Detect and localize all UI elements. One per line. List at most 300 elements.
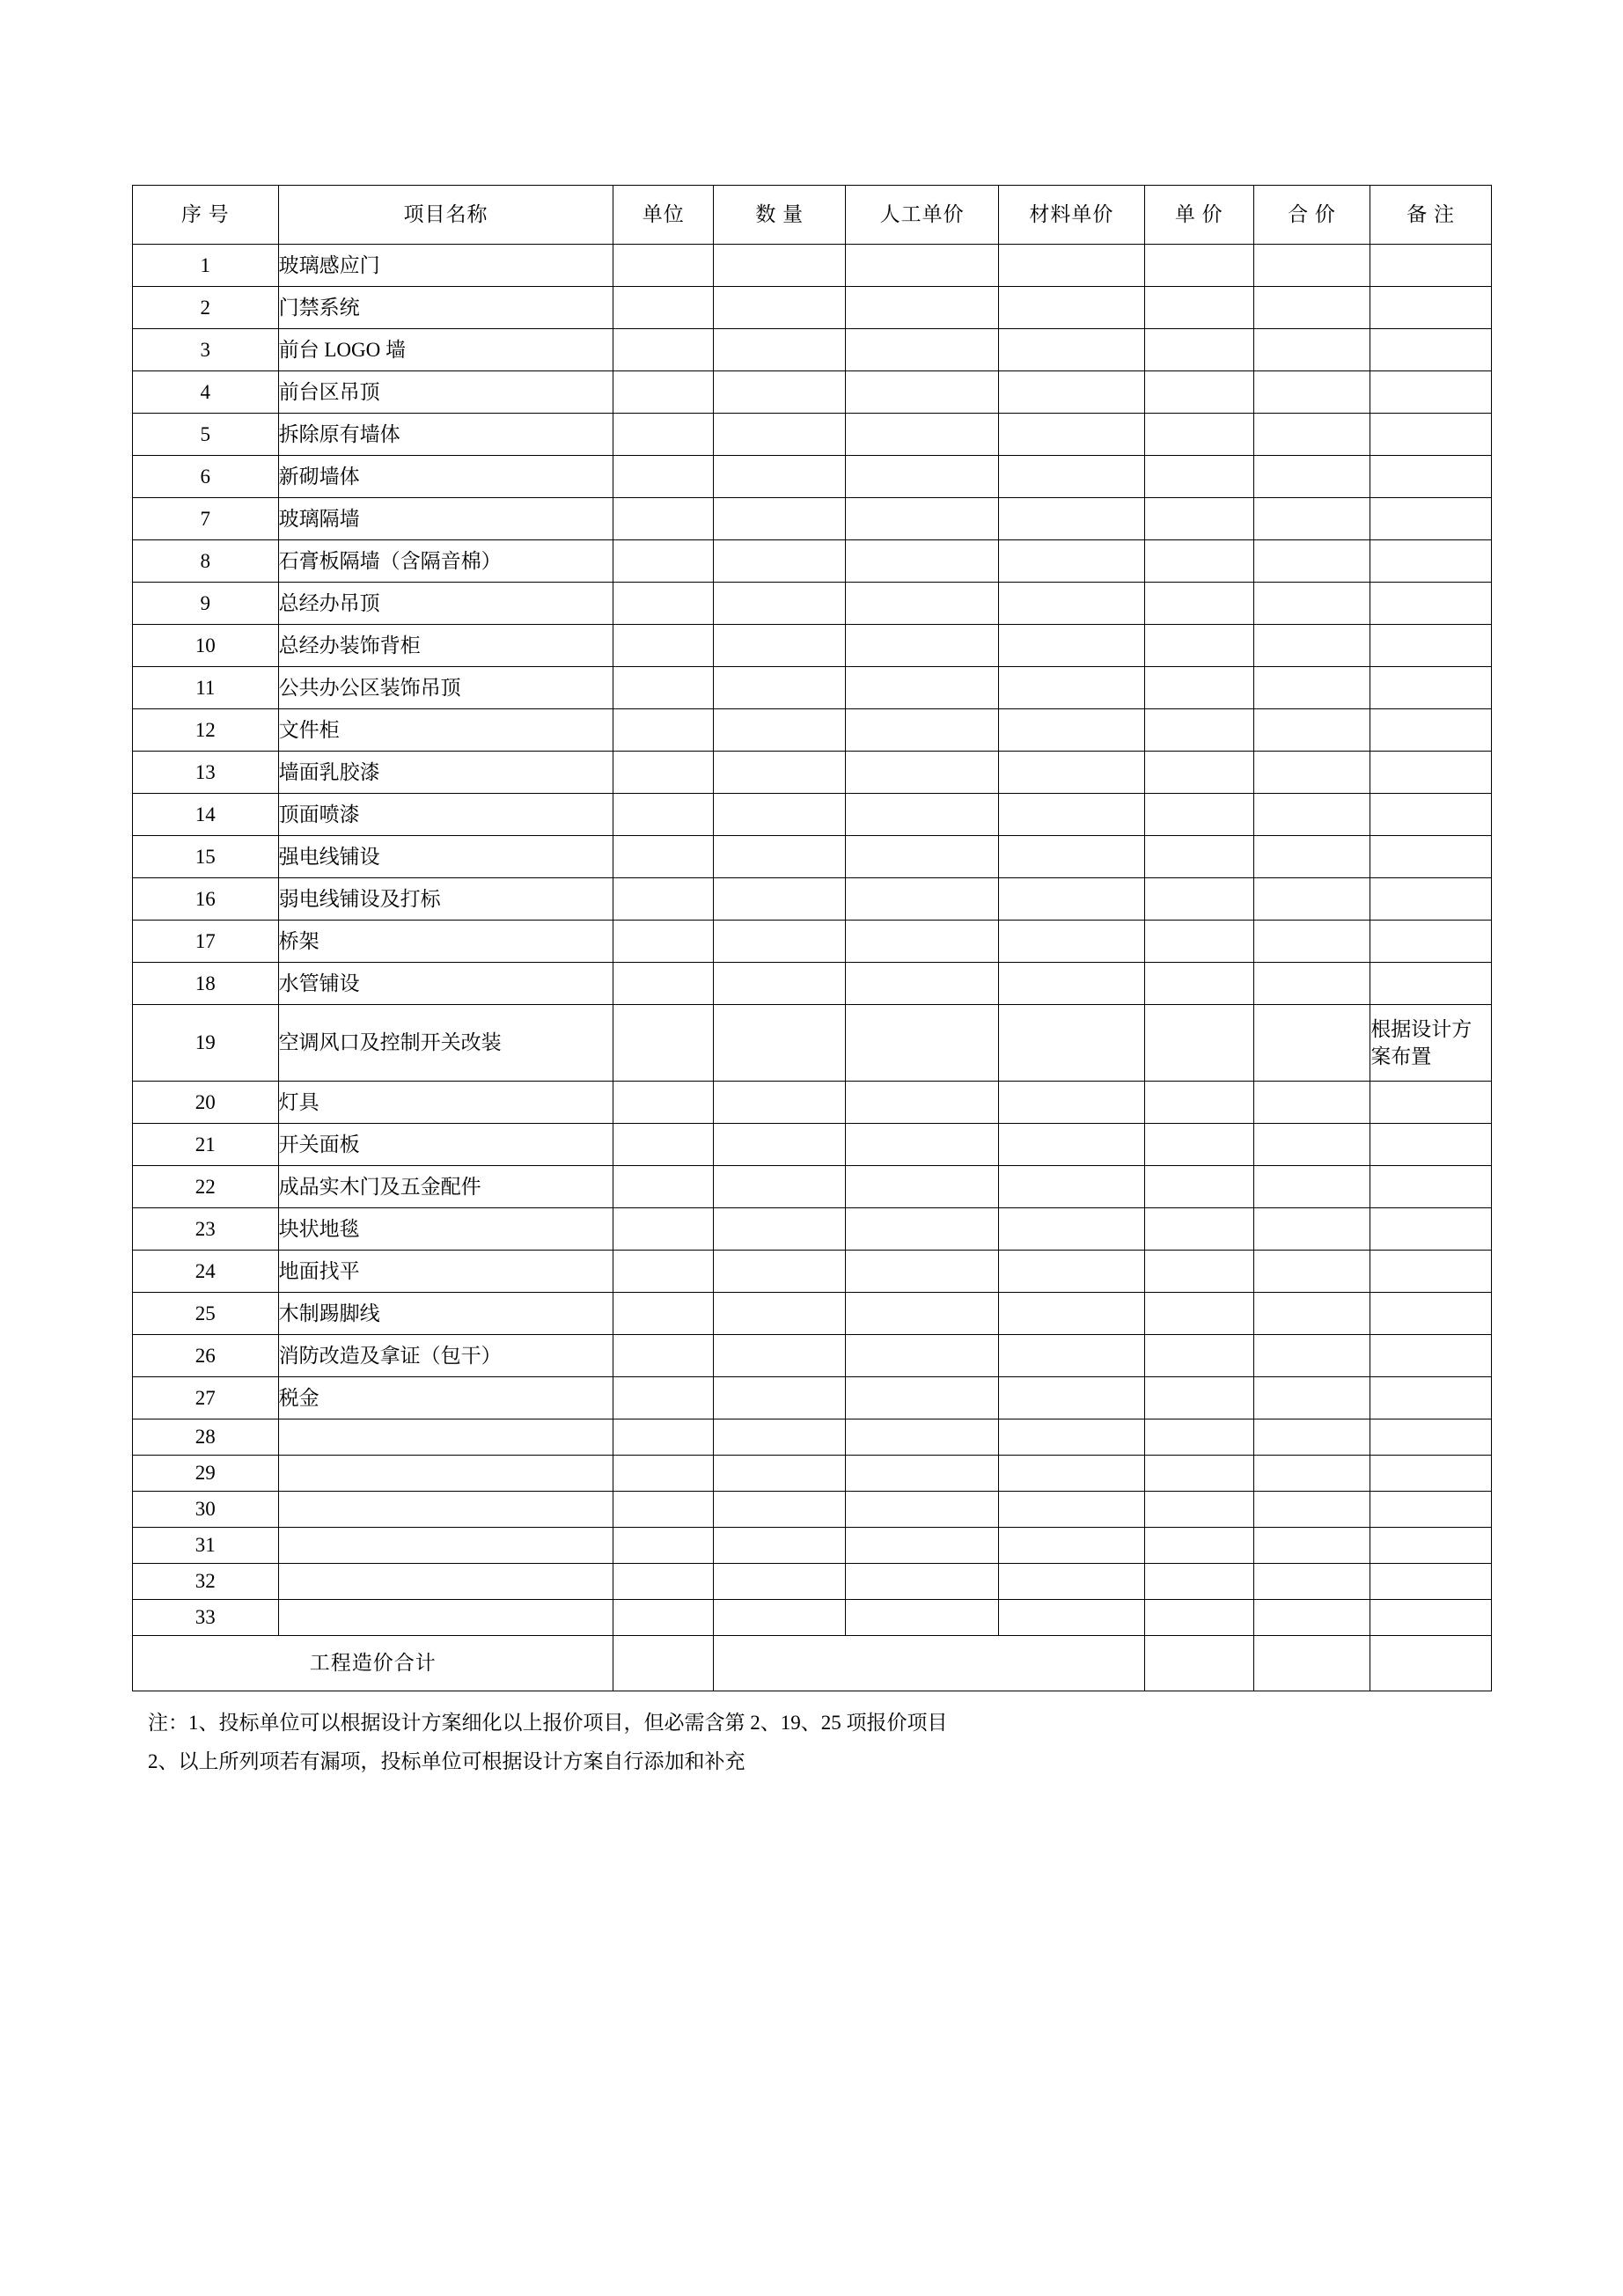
cell-qty	[714, 963, 846, 1005]
cell-material	[999, 1564, 1145, 1600]
cell-amount	[1253, 1377, 1370, 1419]
cell-qty	[714, 1082, 846, 1124]
cell-name: 灯具	[278, 1082, 613, 1124]
table-row	[133, 540, 1492, 583]
cell-price	[1144, 752, 1253, 794]
cell-remark	[1370, 625, 1492, 667]
cell-qty	[714, 456, 846, 498]
cell-price	[1144, 1377, 1253, 1419]
cell-material	[999, 1124, 1145, 1166]
cell-amount	[1253, 329, 1370, 371]
cell-amount	[1253, 1005, 1370, 1082]
cell-price	[1144, 1492, 1253, 1528]
cell-unit	[613, 1166, 714, 1208]
cell-amount	[1253, 709, 1370, 752]
cell-amount	[1253, 498, 1370, 540]
table-header	[133, 186, 1492, 245]
cell-remark	[1370, 329, 1492, 371]
table-row	[133, 583, 1492, 625]
cell-qty	[714, 329, 846, 371]
table-row	[133, 836, 1492, 878]
table-row	[133, 1166, 1492, 1208]
cell-remark: 根据设计方案布置	[1370, 1005, 1492, 1082]
cell-unit	[613, 625, 714, 667]
cell-labor	[846, 1293, 999, 1335]
cell-amount	[1253, 752, 1370, 794]
cell-labor	[846, 1251, 999, 1293]
cell-no: 16	[133, 878, 279, 921]
cell-material	[999, 1251, 1145, 1293]
table-row	[133, 625, 1492, 667]
cell-remark	[1370, 456, 1492, 498]
cell-amount	[1253, 878, 1370, 921]
table-row	[133, 414, 1492, 456]
cell-amount	[1253, 287, 1370, 329]
cell-remark	[1370, 1082, 1492, 1124]
table-row	[133, 667, 1492, 709]
cell-price	[1144, 1293, 1253, 1335]
cell-no: 11	[133, 667, 279, 709]
cell-name: 强电线铺设	[278, 836, 613, 878]
cell-no: 24	[133, 1251, 279, 1293]
cell-qty	[714, 583, 846, 625]
cell-no: 3	[133, 329, 279, 371]
table-row	[133, 1082, 1492, 1124]
cell-labor	[846, 456, 999, 498]
cell-material	[999, 1377, 1145, 1419]
cell-no: 2	[133, 287, 279, 329]
cell-unit	[613, 1528, 714, 1564]
cell-remark	[1370, 1600, 1492, 1636]
cell-no: 9	[133, 583, 279, 625]
table-row	[133, 456, 1492, 498]
cell-unit	[613, 245, 714, 287]
cell-name: 消防改造及拿证（包干）	[278, 1335, 613, 1377]
cell-price	[1144, 1564, 1253, 1600]
cell-material	[999, 667, 1145, 709]
cell-price	[1144, 921, 1253, 963]
cell-remark	[1370, 1124, 1492, 1166]
cell-no: 21	[133, 1124, 279, 1166]
cell-amount	[1253, 625, 1370, 667]
table-row	[133, 878, 1492, 921]
cell-no: 14	[133, 794, 279, 836]
cell-remark	[1370, 709, 1492, 752]
cell-qty	[714, 1293, 846, 1335]
cell-labor	[846, 1335, 999, 1377]
cell-qty	[714, 709, 846, 752]
cell-remark	[1370, 414, 1492, 456]
cell-amount	[1253, 1600, 1370, 1636]
cell-price	[1144, 1456, 1253, 1492]
cell-name: 前台区吊顶	[278, 371, 613, 414]
note-line-1: 注：1、投标单位可以根据设计方案细化以上报价项目，但必需含第 2、19、25 项报价项目	[148, 1712, 948, 1734]
cell-qty	[714, 1335, 846, 1377]
cell-unit	[613, 921, 714, 963]
cell-name: 开关面板	[278, 1124, 613, 1166]
cell-unit	[613, 963, 714, 1005]
cell-labor	[846, 414, 999, 456]
cell-name: 桥架	[278, 921, 613, 963]
cell-remark	[1370, 1335, 1492, 1377]
cell-name: 门禁系统	[278, 287, 613, 329]
cell-labor	[846, 329, 999, 371]
cell-price	[1144, 329, 1253, 371]
cell-no: 1	[133, 245, 279, 287]
cell-unit	[613, 1124, 714, 1166]
cell-remark	[1370, 921, 1492, 963]
cell-labor	[846, 1564, 999, 1600]
cell-labor	[846, 1419, 999, 1456]
cell-price	[1144, 1005, 1253, 1082]
cell-remark	[1370, 1564, 1492, 1600]
cell-labor	[846, 752, 999, 794]
cell-labor	[846, 1600, 999, 1636]
note-line-2: 2、以上所列项若有漏项，投标单位可根据设计方案自行添加和补充	[148, 1750, 745, 1772]
cell-material	[999, 583, 1145, 625]
cell-unit	[613, 1419, 714, 1456]
cell-price	[1144, 963, 1253, 1005]
cell-labor	[846, 1377, 999, 1419]
cell-labor	[846, 1456, 999, 1492]
cell-name: 税金	[278, 1377, 613, 1419]
cell-price	[1144, 1528, 1253, 1564]
cell-qty	[714, 1600, 846, 1636]
cell-name	[278, 1528, 613, 1564]
cell-remark	[1370, 1528, 1492, 1564]
cell-qty	[714, 794, 846, 836]
cell-labor	[846, 498, 999, 540]
cell-qty	[714, 1166, 846, 1208]
cell-name: 总经办吊顶	[278, 583, 613, 625]
cell-labor	[846, 1005, 999, 1082]
cell-material	[999, 540, 1145, 583]
cell-material	[999, 1335, 1145, 1377]
table-row	[133, 329, 1492, 371]
cell-unit	[613, 667, 714, 709]
cell-remark	[1370, 836, 1492, 878]
cell-remark	[1370, 1377, 1492, 1419]
cell-labor	[846, 625, 999, 667]
cell-no: 18	[133, 963, 279, 1005]
cell-material	[999, 1528, 1145, 1564]
cell-unit	[613, 329, 714, 371]
cell-no: 22	[133, 1166, 279, 1208]
cell-no: 30	[133, 1492, 279, 1528]
cell-name: 新砌墙体	[278, 456, 613, 498]
cell-qty	[714, 878, 846, 921]
cell-remark	[1370, 1492, 1492, 1528]
cell-remark	[1370, 963, 1492, 1005]
cell-labor	[846, 1208, 999, 1251]
cell-material	[999, 836, 1145, 878]
total-price	[1144, 1636, 1253, 1691]
cell-material	[999, 498, 1145, 540]
cell-unit	[613, 540, 714, 583]
cell-qty	[714, 1124, 846, 1166]
cell-price	[1144, 709, 1253, 752]
cell-name: 墙面乳胶漆	[278, 752, 613, 794]
cell-amount	[1253, 245, 1370, 287]
cell-amount	[1253, 667, 1370, 709]
cell-labor	[846, 667, 999, 709]
header-unit-price: 单 价	[1144, 186, 1253, 245]
cell-material	[999, 1005, 1145, 1082]
cell-no: 31	[133, 1528, 279, 1564]
cell-no: 29	[133, 1456, 279, 1492]
cell-name: 木制踢脚线	[278, 1293, 613, 1335]
cell-price	[1144, 1082, 1253, 1124]
table-row	[133, 752, 1492, 794]
cell-labor	[846, 709, 999, 752]
cell-remark	[1370, 878, 1492, 921]
cell-labor	[846, 794, 999, 836]
cell-no: 8	[133, 540, 279, 583]
cell-price	[1144, 667, 1253, 709]
table-row	[133, 1377, 1492, 1419]
cell-price	[1144, 625, 1253, 667]
cell-material	[999, 1419, 1145, 1456]
cell-name: 空调风口及控制开关改装	[278, 1005, 613, 1082]
cell-qty	[714, 667, 846, 709]
cell-material	[999, 1600, 1145, 1636]
cell-qty	[714, 1528, 846, 1564]
cell-qty	[714, 921, 846, 963]
cell-no: 13	[133, 752, 279, 794]
cell-qty	[714, 498, 846, 540]
cell-no: 6	[133, 456, 279, 498]
cell-remark	[1370, 1251, 1492, 1293]
cell-unit	[613, 1082, 714, 1124]
cell-no: 28	[133, 1419, 279, 1456]
table-row	[133, 498, 1492, 540]
cell-amount	[1253, 540, 1370, 583]
table-body	[133, 245, 1492, 1691]
header-quantity: 数 量	[714, 186, 846, 245]
cell-material	[999, 752, 1145, 794]
cell-labor	[846, 245, 999, 287]
cell-name: 地面找平	[278, 1251, 613, 1293]
cell-unit	[613, 456, 714, 498]
cell-qty	[714, 1377, 846, 1419]
cell-price	[1144, 456, 1253, 498]
cell-amount	[1253, 1124, 1370, 1166]
cell-qty	[714, 245, 846, 287]
cell-material	[999, 794, 1145, 836]
cell-unit	[613, 414, 714, 456]
cell-amount	[1253, 963, 1370, 1005]
table-row	[133, 1456, 1492, 1492]
cell-unit	[613, 1335, 714, 1377]
cell-no: 17	[133, 921, 279, 963]
cell-unit	[613, 583, 714, 625]
cell-no: 26	[133, 1335, 279, 1377]
cell-price	[1144, 498, 1253, 540]
cell-qty	[714, 1251, 846, 1293]
table-row	[133, 1208, 1492, 1251]
cell-material	[999, 1082, 1145, 1124]
cell-qty	[714, 625, 846, 667]
cell-name: 成品实木门及五金配件	[278, 1166, 613, 1208]
cell-amount	[1253, 1335, 1370, 1377]
cell-name: 水管铺设	[278, 963, 613, 1005]
cell-name	[278, 1419, 613, 1456]
cell-qty	[714, 414, 846, 456]
cell-price	[1144, 414, 1253, 456]
cell-name: 拆除原有墙体	[278, 414, 613, 456]
quotation-table	[132, 185, 1492, 1691]
cell-name	[278, 1492, 613, 1528]
cell-no: 32	[133, 1564, 279, 1600]
cell-price	[1144, 540, 1253, 583]
cell-qty	[714, 371, 846, 414]
total-label: 工程造价合计	[133, 1636, 613, 1691]
cell-remark	[1370, 1166, 1492, 1208]
cell-remark	[1370, 498, 1492, 540]
cell-qty	[714, 1456, 846, 1492]
cell-unit	[613, 1492, 714, 1528]
cell-labor	[846, 371, 999, 414]
cell-material	[999, 245, 1145, 287]
cell-remark	[1370, 1293, 1492, 1335]
header-labor-price: 人工单价	[846, 186, 999, 245]
cell-unit	[613, 287, 714, 329]
cell-no: 12	[133, 709, 279, 752]
cell-no: 7	[133, 498, 279, 540]
cell-material	[999, 1293, 1145, 1335]
table-row	[133, 921, 1492, 963]
total-merged-cell	[714, 1636, 1144, 1691]
cell-price	[1144, 287, 1253, 329]
cell-remark	[1370, 245, 1492, 287]
cell-material	[999, 921, 1145, 963]
cell-labor	[846, 878, 999, 921]
cell-no: 33	[133, 1600, 279, 1636]
cell-price	[1144, 583, 1253, 625]
cell-unit	[613, 1293, 714, 1335]
notes-section	[132, 1704, 1492, 1780]
cell-labor	[846, 836, 999, 878]
cell-qty	[714, 1492, 846, 1528]
cell-labor	[846, 1528, 999, 1564]
cell-name: 前台 LOGO 墙	[278, 329, 613, 371]
cell-amount	[1253, 921, 1370, 963]
cell-unit	[613, 371, 714, 414]
total-remark	[1370, 1636, 1492, 1691]
cell-unit	[613, 709, 714, 752]
table-row	[133, 1005, 1492, 1082]
cell-unit	[613, 1005, 714, 1082]
cell-remark	[1370, 667, 1492, 709]
table-row	[133, 1600, 1492, 1636]
cell-price	[1144, 245, 1253, 287]
table-row	[133, 245, 1492, 287]
cell-name: 公共办公区装饰吊顶	[278, 667, 613, 709]
cell-no: 19	[133, 1005, 279, 1082]
cell-amount	[1253, 1293, 1370, 1335]
cell-name	[278, 1600, 613, 1636]
cell-labor	[846, 583, 999, 625]
cell-name: 石膏板隔墙（含隔音棉）	[278, 540, 613, 583]
cell-no: 27	[133, 1377, 279, 1419]
cell-name: 顶面喷漆	[278, 794, 613, 836]
cell-unit	[613, 1564, 714, 1600]
cell-material	[999, 709, 1145, 752]
cell-material	[999, 329, 1145, 371]
cell-remark	[1370, 287, 1492, 329]
cell-unit	[613, 836, 714, 878]
header-amount: 合 价	[1253, 186, 1370, 245]
cell-material	[999, 456, 1145, 498]
cell-unit	[613, 1600, 714, 1636]
cell-unit	[613, 498, 714, 540]
cell-price	[1144, 1166, 1253, 1208]
cell-amount	[1253, 371, 1370, 414]
cell-no: 25	[133, 1293, 279, 1335]
cell-amount	[1253, 1251, 1370, 1293]
cell-no: 15	[133, 836, 279, 878]
cell-amount	[1253, 1564, 1370, 1600]
cell-unit	[613, 1251, 714, 1293]
cell-unit	[613, 1208, 714, 1251]
table-row	[133, 1335, 1492, 1377]
cell-material	[999, 963, 1145, 1005]
cell-material	[999, 1208, 1145, 1251]
cell-amount	[1253, 1492, 1370, 1528]
cell-price	[1144, 1335, 1253, 1377]
table-row	[133, 1293, 1492, 1335]
cell-price	[1144, 1208, 1253, 1251]
cell-amount	[1253, 794, 1370, 836]
header-name: 项目名称	[278, 186, 613, 245]
total-unit	[613, 1636, 714, 1691]
cell-remark	[1370, 1419, 1492, 1456]
table-row	[133, 794, 1492, 836]
cell-name	[278, 1456, 613, 1492]
cell-amount	[1253, 1528, 1370, 1564]
cell-qty	[714, 1208, 846, 1251]
table-row	[133, 1419, 1492, 1456]
cell-qty	[714, 1564, 846, 1600]
table-header-row	[133, 186, 1492, 245]
table-row	[133, 371, 1492, 414]
cell-amount	[1253, 1456, 1370, 1492]
header-unit: 单位	[613, 186, 714, 245]
cell-material	[999, 1492, 1145, 1528]
table-row	[133, 709, 1492, 752]
cell-material	[999, 1456, 1145, 1492]
cell-remark	[1370, 371, 1492, 414]
cell-name: 总经办装饰背柜	[278, 625, 613, 667]
cell-qty	[714, 1005, 846, 1082]
cell-remark	[1370, 1208, 1492, 1251]
cell-amount	[1253, 414, 1370, 456]
cell-qty	[714, 836, 846, 878]
cell-unit	[613, 1456, 714, 1492]
table-row	[133, 1124, 1492, 1166]
cell-material	[999, 287, 1145, 329]
cell-amount	[1253, 1208, 1370, 1251]
header-material-price: 材料单价	[999, 186, 1145, 245]
cell-name: 玻璃隔墙	[278, 498, 613, 540]
total-row	[133, 1636, 1492, 1691]
cell-qty	[714, 540, 846, 583]
cell-name	[278, 1564, 613, 1600]
cell-price	[1144, 371, 1253, 414]
cell-labor	[846, 1082, 999, 1124]
header-remark: 备 注	[1370, 186, 1492, 245]
cell-name: 文件柜	[278, 709, 613, 752]
